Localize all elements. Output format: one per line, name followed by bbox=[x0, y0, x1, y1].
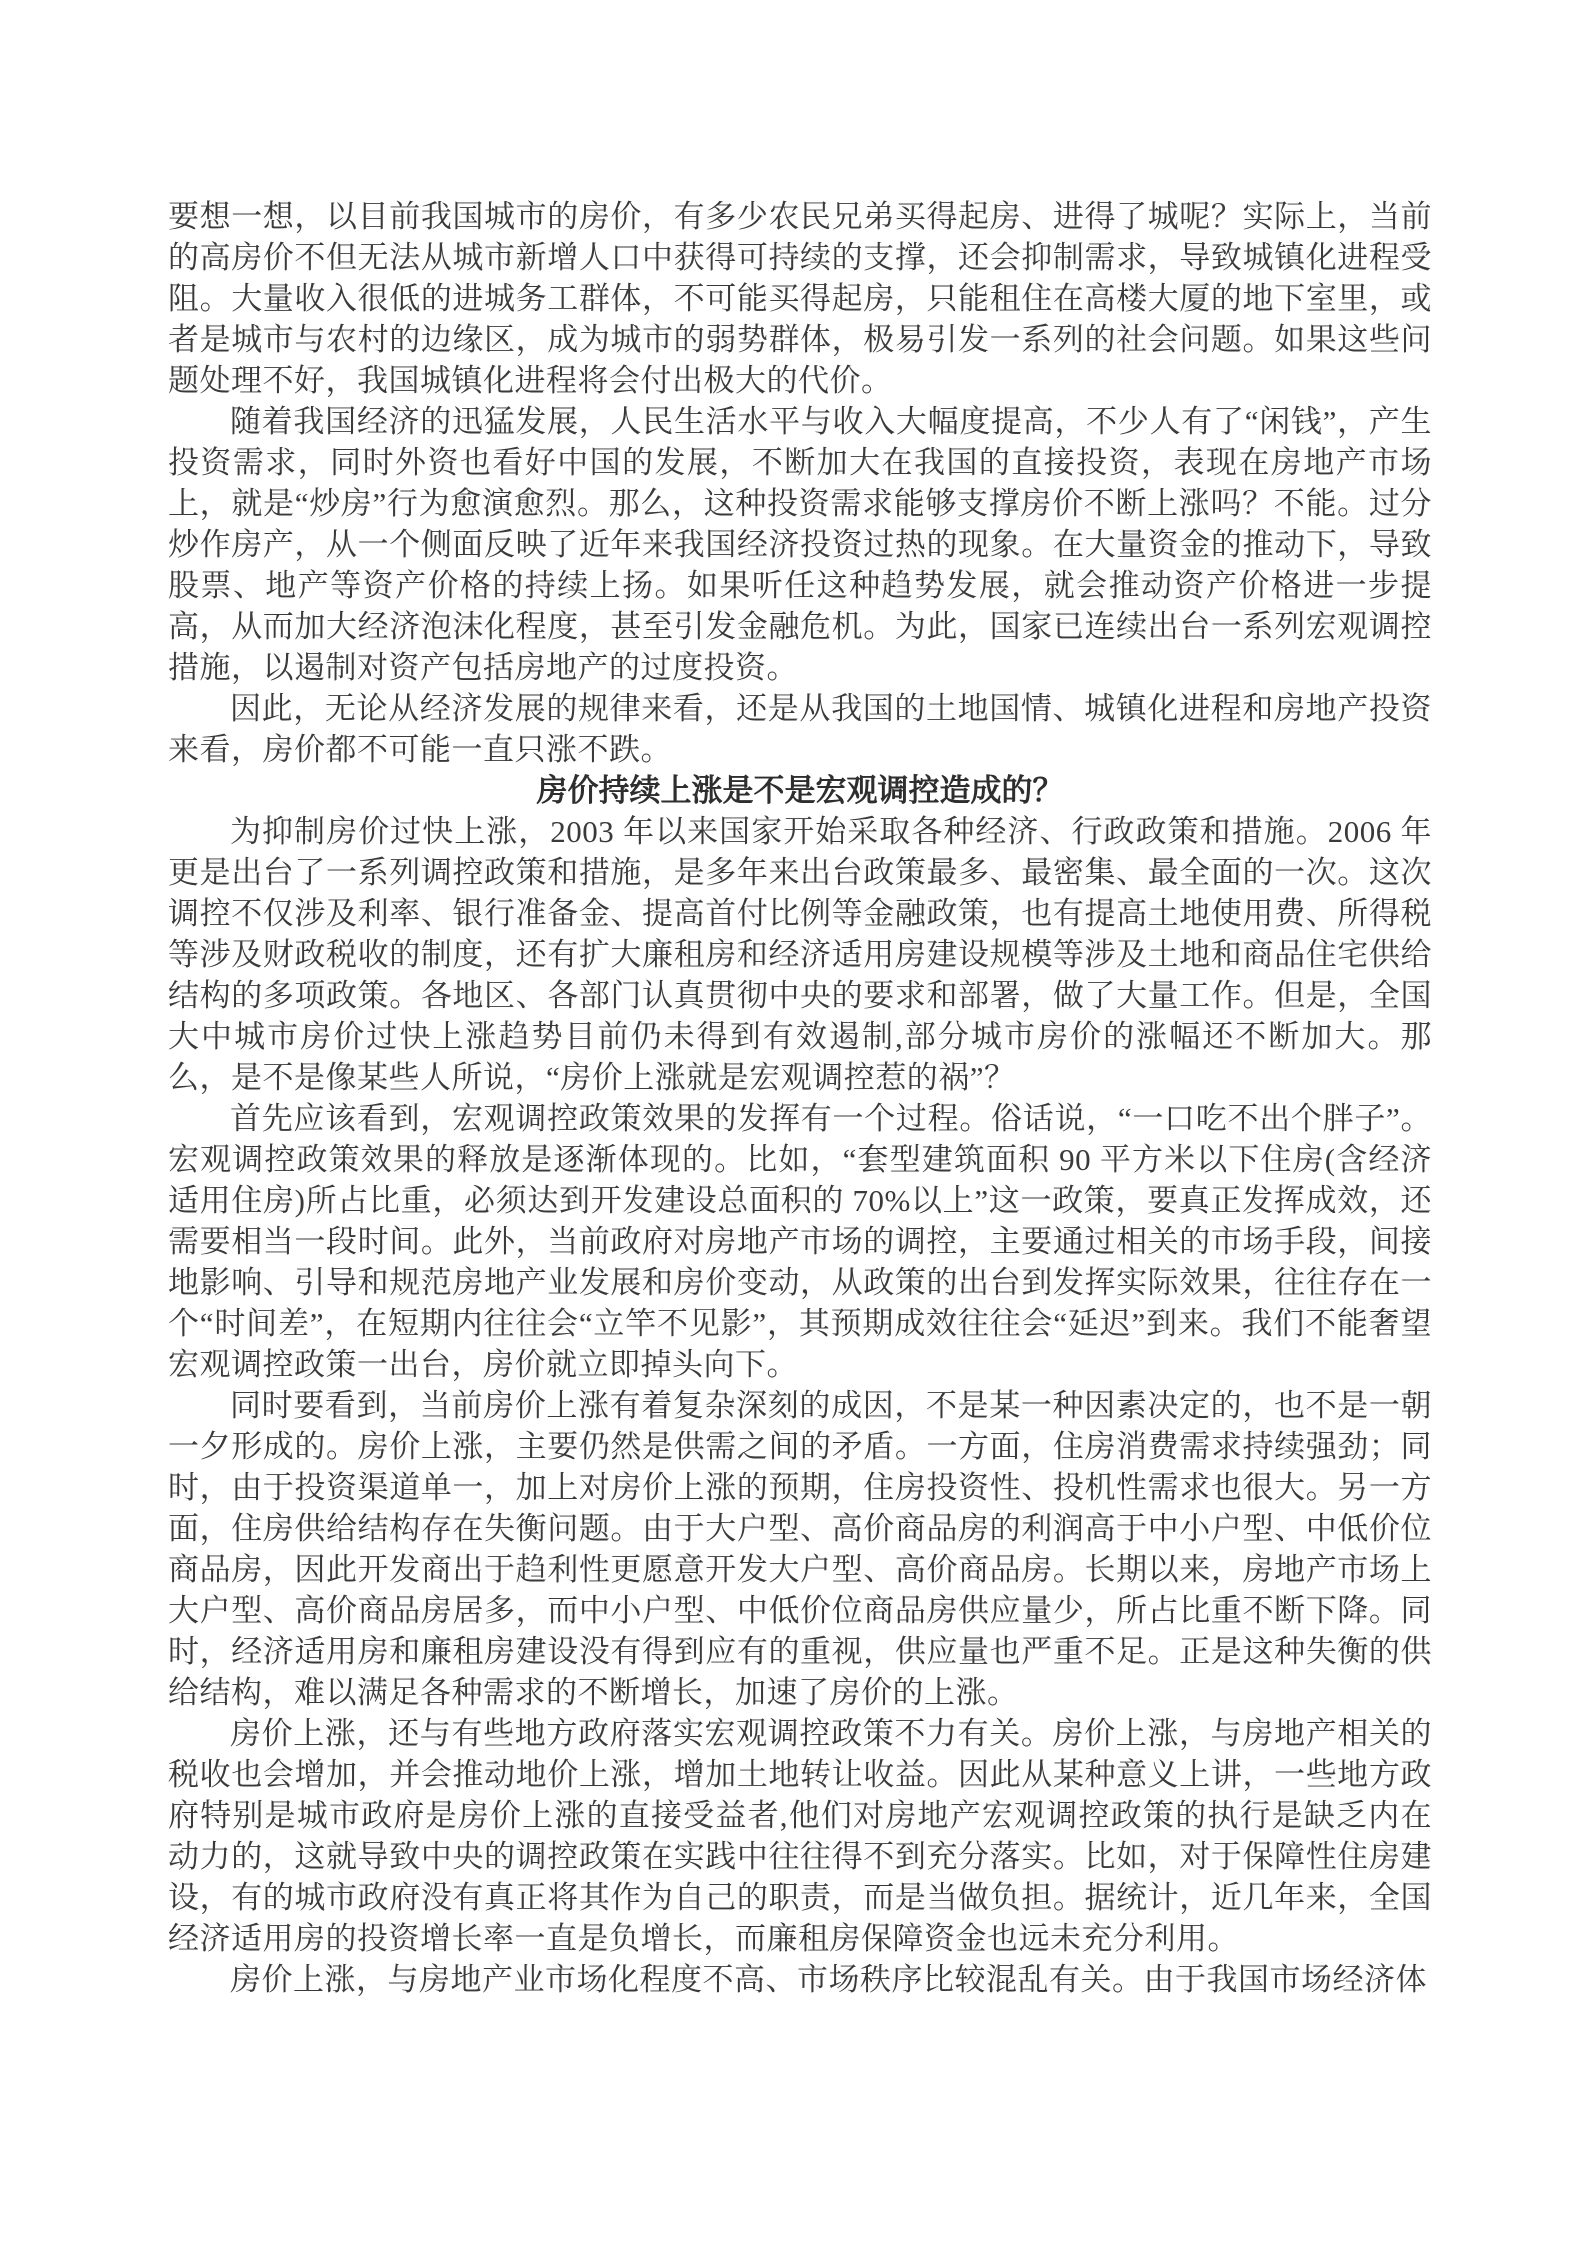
paragraph-conclusion-prices: 因此，无论从经济发展的规律来看，还是从我国的土地国情、城镇化进程和房地产投资来看，房价都不可能一直只涨不跌。 bbox=[168, 691, 1432, 767]
paragraph-policy-lag: 首先应该看到，宏观调控政策效果的发挥有一个过程。俗话说，“一口吃不出个胖子”。宏观调控政策效果的释放是逐渐体现的。比如，“套型建筑面积 90 平方米以下住房(含经济适用住房)所占比重，必须达到开发建设总面积的 70%以上”这一政策，要真正发挥成效，还需要相当一段时间。此外，当前政府对房地产市场的调控，主要通过相关的市场手段，间接地影响、引导和规范房地产业发展和房价变动，从政策的出台到发挥实际效果，往往存在一个“时间差”，在短期内往往会“立竿不见影”，其预期成效往往会“延迟”到来。我们不能奢望宏观调控政策一出台，房价就立即掉头向下。 bbox=[168, 1101, 1432, 1382]
section-heading: 房价持续上涨是不是宏观调控造成的？ bbox=[536, 773, 1064, 808]
paragraph-market-order: 房价上涨，与房地产业市场化程度不高、市场秩序比较混乱有关。由于我国市场经济体 bbox=[230, 1962, 1427, 1997]
paragraph-supply-demand: 同时要看到，当前房价上涨有着复杂深刻的成因，不是某一种因素决定的，也不是一朝一夕形成的。房价上涨，主要仍然是供需之间的矛盾。一方面，住房消费需求持续强劲；同时，由于投资渠道单一，加上对房价上涨的预期，住房投资性、投机性需求也很大。另一方面，住房供给结构存在失衡问题。由于大户型、高价商品房的利润高于中小户型、中低价位商品房，因此开发商出于趋利性更愿意开发大户型、高价商品房。长期以来，房地产市场上大户型、高价商品房居多，而中小户型、中低价位商品房供应量少，所占比重不断下降。同时，经济适用房和廉租房建设没有得到应有的重视，供应量也严重不足。正是这种失衡的供给结构，难以满足各种需求的不断增长，加速了房价的上涨。 bbox=[168, 1388, 1432, 1710]
document-text-block bbox=[168, 196, 1432, 2000]
paragraph-urbanization-cost: 要想一想，以目前我国城市的房价，有多少农民兄弟买得起房、进得了城呢？实际上，当前的高房价不但无法从城市新增人口中获得可持续的支撑，还会抑制需求，导致城镇化进程受阻。大量收入很低的进城务工群体，不可能买得起房，只能租住在高楼大厦的地下室里，或者是城市与农村的边缘区，成为城市的弱势群体，极易引发一系列的社会问题。如果这些问题处理不好，我国城镇化进程将会付出极大的代价。 bbox=[168, 199, 1432, 398]
paragraph-local-government: 房价上涨，还与有些地方政府落实宏观调控政策不力有关。房价上涨，与房地产相关的税收也会增加，并会推动地价上涨，增加土地转让收益。因此从某种意义上讲，一些地方政府特别是城市政府是房价上涨的直接受益者,他们对房地产宏观调控政策的执行是缺乏内在动力的，这就导致中央的调控政策在实践中往往得不到充分落实。比如，对于保障性住房建设，有的城市政府没有真正将其作为自己的职责，而是当做负担。据统计，近几年来，全国经济适用房的投资增长率一直是负增长，而廉租房保障资金也远未充分利用。 bbox=[168, 1716, 1432, 1956]
paragraph-policy-measures: 为抑制房价过快上涨，2003 年以来国家开始采取各种经济、行政政策和措施。2006 年更是出台了一系列调控政策和措施，是多年来出台政策最多、最密集、最全面的一次。这次调控不仅涉及利率、银行准备金、提高首付比例等金融政策，也有提高土地使用费、所得税等涉及财政税收的制度，还有扩大廉租房和经济适用房建设规模等涉及土地和商品住宅供给结构的多项政策。各地区、各部门认真贯彻中央的要求和部署，做了大量工作。但是，全国大中城市房价过快上涨趋势目前仍未得到有效遏制,部分城市房价的涨幅还不断加大。那么，是不是像某些人所说，“房价上涨就是宏观调控惹的祸”？ bbox=[168, 814, 1432, 1095]
paragraph-investment-speculation: 随着我国经济的迅猛发展，人民生活水平与收入大幅度提高，不少人有了“闲钱”，产生投资需求，同时外资也看好中国的发展，不断加大在我国的直接投资，表现在房地产市场上，就是“炒房”行为愈演愈烈。那么，这种投资需求能够支撑房价不断上涨吗？不能。过分炒作房产，从一个侧面反映了近年来我国经济投资过热的现象。在大量资金的推动下，导致股票、地产等资产价格的持续上扬。如果听任这种趋势发展，就会推动资产价格进一步提高，从而加大经济泡沫化程度，甚至引发金融危机。为此，国家已连续出台一系列宏观调控措施，以遏制对资产包括房地产的过度投资。 bbox=[168, 404, 1432, 685]
